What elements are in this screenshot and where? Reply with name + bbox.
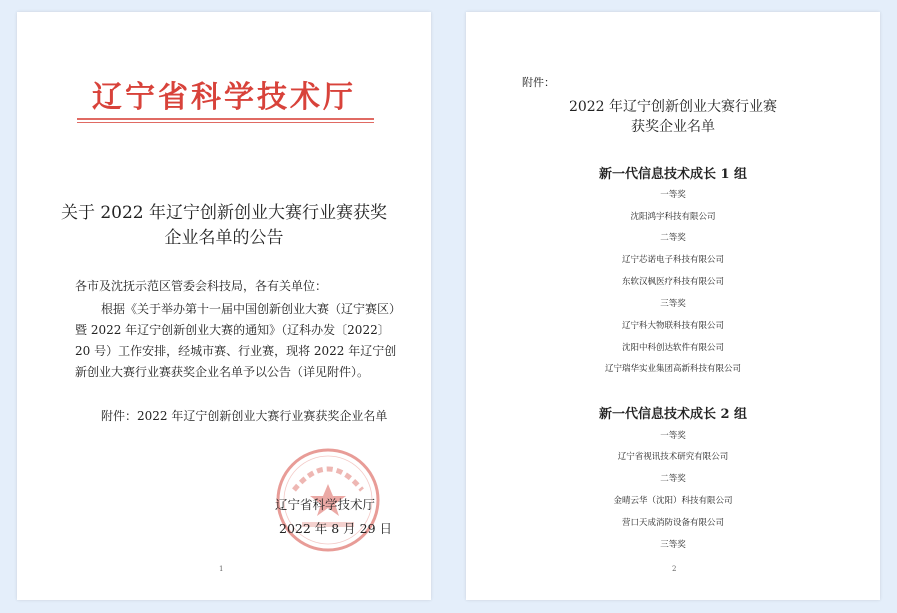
group-2-second-prize-heading: 二等奖 bbox=[660, 474, 686, 484]
notice-page bbox=[17, 12, 431, 600]
group-1-second-prize-heading: 二等奖 bbox=[660, 233, 686, 243]
group-2-second-company-1: 金晴云华（沈阳）科技有限公司 bbox=[613, 496, 733, 506]
group-1-first-prize-heading: 一等奖 bbox=[660, 190, 686, 200]
group-2-first-company-1: 辽宁省视讯技术研究有限公司 bbox=[617, 452, 729, 462]
issue-date: 2022 年 8 月 29 日 bbox=[279, 521, 393, 536]
group-2-first-prize-heading: 一等奖 bbox=[660, 431, 686, 441]
group-1-heading: 新一代信息技术成长 1 组 bbox=[598, 167, 748, 182]
group-1-third-company-2: 沈阳中科创达软件有限公司 bbox=[621, 343, 724, 353]
group-1-third-company-3: 辽宁瑞华实业集团高新科技有限公司 bbox=[604, 364, 741, 374]
group-1-first-company-1: 沈阳鸿宇科技有限公司 bbox=[630, 212, 716, 222]
signature: 辽宁省科学技术厅 bbox=[275, 497, 376, 512]
group-1-second-company-2: 东软汉枫医疗科技有限公司 bbox=[621, 277, 724, 287]
winners-list-page bbox=[466, 12, 880, 600]
group-1-third-prize-heading: 三等奖 bbox=[660, 299, 686, 309]
header-divider-bottom bbox=[77, 122, 374, 123]
page-number: 2 bbox=[672, 565, 677, 573]
body-line-3: 20 号）工作安排，经城市赛、行业赛，现将 2022 年辽宁创 bbox=[75, 344, 397, 358]
group-2-second-company-2: 营口天成消防设备有限公司 bbox=[621, 518, 724, 528]
group-2-third-prize-heading: 三等奖 bbox=[660, 540, 686, 550]
salutation: 各市及沈抚示范区管委会科技局，各有关单位： bbox=[75, 279, 328, 293]
group-2-heading: 新一代信息技术成长 2 组 bbox=[598, 407, 748, 422]
list-title-line-2: 获奖企业名单 bbox=[631, 119, 715, 135]
body-line-1: 根据《关于举办第十一届中国创新创业大赛（辽宁赛区） bbox=[101, 302, 402, 316]
issuer-header: 辽宁省科学技术厅 bbox=[92, 80, 356, 115]
notice-title-line-2: 企业名单的公告 bbox=[164, 228, 284, 248]
attachment-note: 附件：2022 年辽宁创新创业大赛行业赛获奖企业名单 bbox=[101, 409, 388, 423]
attachment-label: 附件： bbox=[522, 76, 555, 89]
body-line-2: 暨 2022 年辽宁创新创业大赛的通知》（辽科办发〔2022〕 bbox=[75, 323, 390, 337]
page-number: 1 bbox=[219, 565, 224, 573]
notice-title-line-1: 关于 2022 年辽宁创新创业大赛行业赛获奖 bbox=[60, 203, 388, 223]
group-1-third-company-1: 辽宁科大物联科技有限公司 bbox=[621, 321, 724, 331]
header-divider-top bbox=[77, 118, 374, 120]
body-line-4: 新创业大赛行业赛获奖企业名单予以公告（详见附件）。 bbox=[75, 365, 370, 379]
group-1-second-company-1: 辽宁芯诺电子科技有限公司 bbox=[621, 255, 724, 265]
list-title-line-1: 2022 年辽宁创新创业大赛行业赛 bbox=[568, 99, 778, 115]
